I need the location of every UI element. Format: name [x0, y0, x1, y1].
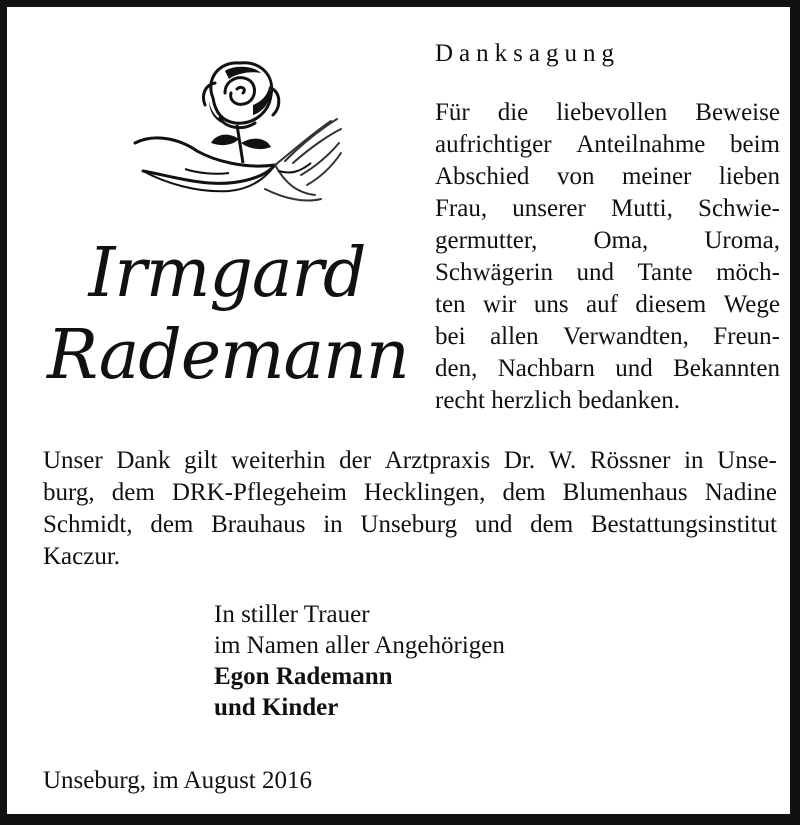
- word: den,: [435, 355, 478, 382]
- word: Hecklingen,: [363, 479, 486, 506]
- word: Unseburg: [360, 511, 458, 538]
- word: Bekannten: [673, 355, 780, 382]
- word: Nadine: [704, 479, 777, 506]
- word: Für: [435, 99, 470, 126]
- deceased-name: [47, 233, 407, 397]
- word: diesem: [635, 291, 707, 318]
- word: Abschied: [435, 163, 530, 190]
- word: ten: [435, 291, 466, 318]
- text-line: [435, 161, 780, 193]
- word: Unse-: [717, 447, 777, 474]
- word: Uroma,: [704, 227, 780, 254]
- word: Wege: [723, 291, 780, 318]
- word: Schwie-: [698, 195, 780, 222]
- word: unserer: [512, 195, 586, 222]
- word: Arztpraxis: [384, 447, 491, 474]
- word: W.: [548, 447, 577, 474]
- word: Unser: [43, 447, 103, 474]
- signer-family: und Kinder: [214, 694, 339, 721]
- text-line: [435, 321, 780, 353]
- word: bei: [435, 323, 466, 350]
- word: dem: [111, 479, 155, 506]
- thanks-paragraph: [43, 445, 777, 573]
- word: lieben: [718, 163, 780, 190]
- word: gilt: [184, 447, 218, 474]
- word: und: [474, 511, 513, 538]
- word: Bestattungsinstitut: [590, 511, 777, 538]
- word: von: [556, 163, 595, 190]
- right-column: [435, 37, 780, 417]
- signature-block: [214, 599, 505, 723]
- word: dem: [502, 479, 546, 506]
- word: beim: [730, 131, 780, 158]
- word: Freun-: [713, 323, 780, 350]
- word: Tante: [637, 259, 693, 286]
- word: Blumenhaus: [562, 479, 688, 506]
- word: Dank: [116, 447, 171, 474]
- text-line: [435, 289, 780, 321]
- word: möch-: [716, 259, 780, 286]
- word: auf: [586, 291, 618, 318]
- word: meiner: [621, 163, 692, 190]
- word: dem: [150, 511, 194, 538]
- word: DRK-Pflegeheim: [171, 479, 347, 506]
- heading: Danksagung: [435, 40, 620, 67]
- word: Brauhaus: [211, 511, 306, 538]
- word: Rössner: [589, 447, 671, 474]
- text-line: Kaczur.: [43, 543, 121, 570]
- text-line: recht herzlich bedanken.: [435, 387, 681, 414]
- mourning-line: In stiller Trauer: [214, 601, 370, 628]
- word: Beweise: [695, 99, 780, 126]
- thanks-intro: [435, 97, 780, 417]
- relatives-line: im Namen aller Angehörigen: [214, 632, 505, 659]
- text-line: [435, 97, 780, 129]
- text-line: [435, 353, 780, 385]
- text-line: [435, 129, 780, 161]
- word: Frau,: [435, 195, 488, 222]
- word: aufrichtiger: [435, 131, 552, 158]
- word: Mutti,: [611, 195, 673, 222]
- text-line: [435, 257, 780, 289]
- word: in: [323, 511, 343, 538]
- word: Verwandten,: [563, 323, 689, 350]
- text-line: [43, 509, 777, 541]
- word: germutter,: [435, 227, 538, 254]
- word: Oma,: [593, 227, 649, 254]
- word: Schmidt,: [43, 511, 133, 538]
- word: Dr.: [503, 447, 536, 474]
- text-line: [435, 225, 780, 257]
- word: liebevollen: [556, 99, 668, 126]
- place-date: Unseburg, im August 2016: [43, 767, 312, 794]
- text-line: [43, 477, 777, 509]
- word: burg,: [43, 479, 95, 506]
- word: uns: [533, 291, 569, 318]
- text-line: [435, 193, 780, 225]
- word: der: [339, 447, 372, 474]
- word: Schwägerin: [435, 259, 554, 286]
- word: die: [497, 99, 529, 126]
- word: Nachbarn: [497, 355, 595, 382]
- first-name: Irmgard: [88, 234, 366, 313]
- word: allen: [490, 323, 539, 350]
- text-line: [43, 445, 777, 477]
- word: wir: [483, 291, 517, 318]
- word: weiterhin: [231, 447, 326, 474]
- word: und: [576, 259, 614, 286]
- last-name: Rademann: [47, 316, 409, 395]
- rose-in-hands-icon: [125, 43, 345, 223]
- word: dem: [530, 511, 574, 538]
- word: in: [684, 447, 704, 474]
- word: und: [615, 355, 653, 382]
- word: Anteilnahme: [576, 131, 706, 158]
- signer-name: Egon Rademann: [214, 663, 393, 690]
